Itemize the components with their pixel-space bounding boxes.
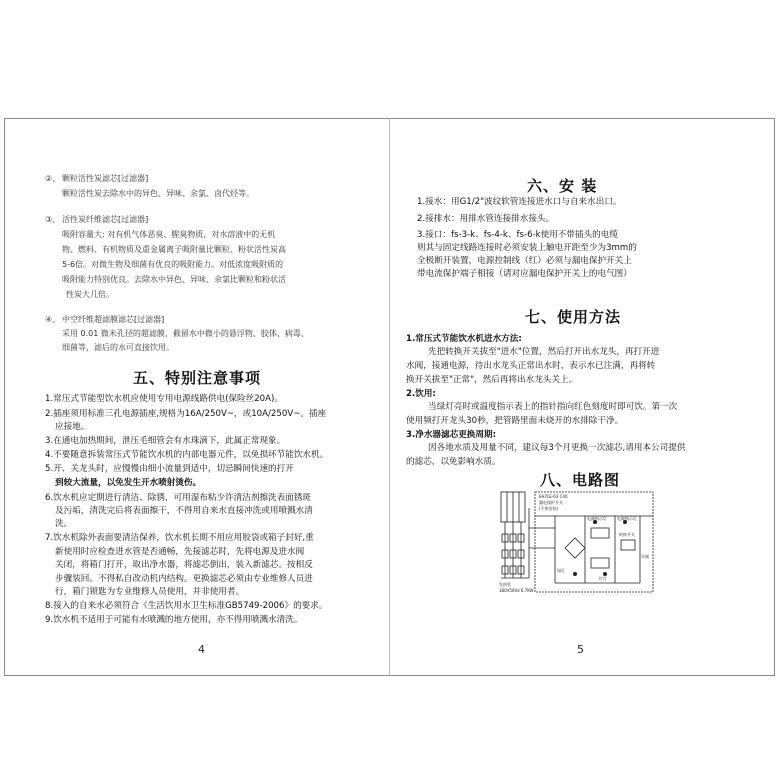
filter-4-line-1: 采用 0.01 微米孔径的超滤膜，截留水中微小的悬浮物、胶体、病毒、	[62, 329, 309, 338]
note-7-cont-3: 步骤装回。不得私自改动机内结构。更换滤芯必须由专业维修人员进	[55, 574, 313, 584]
note-9: 9.饮水机不适用于可能有水喷溅的地方使用，亦不得用喷溅水清洗。	[45, 615, 303, 625]
install-3-cont-1: 则其与固定线路连接时必须安装上触电开距至少为3mm的	[417, 243, 637, 253]
note-1: 1.常压式节能型饮水机应使用专用电源线路供电(保险丝20A)。	[45, 394, 283, 404]
section-5-title: 五、特别注意事项	[133, 369, 262, 387]
circuit-valve: 水阀	[641, 554, 649, 559]
note-2-cont: 应接地。	[55, 422, 90, 432]
filter-2-title: 颗粒活性炭滤芯[过滤器]	[62, 174, 149, 183]
usage-1-line-3: 换开关拔至"正常"，然后再将出水龙头关上。	[406, 375, 578, 385]
install-2: 2.接排水：用排水管连接排水接头。	[417, 214, 555, 224]
filter-2-line-1: 颗粒活性炭去除水中的异色、异味、余氯、卤代烃等。	[62, 189, 254, 198]
filter-3-line-3: 5-6倍。对微生物及细菌有优良的吸附能力。对低浓度吸附质的	[62, 260, 284, 269]
usage-2-line-1: 当绿灯亮时或温度指示表上的指针指向红色刻度时即可饮。第一次	[428, 402, 678, 412]
note-7: 7.饮水机除外表面要清洁保养，饮水机长期不用应用胶袋或箱子封好,重	[45, 533, 314, 543]
circuit-board-label: EH7LE-63 C40	[539, 494, 568, 499]
note-2: 2.插座须用标准三孔电源插座,规格为16A/250V~，或10A/250V~。插座	[45, 409, 327, 419]
circuit-led-3: 绿灯	[557, 568, 565, 573]
filter-3-num: ③、	[45, 215, 61, 224]
circuit-bottom-1: 发热管	[499, 582, 511, 587]
filter-3-line-4: 吸附能力特别优良。去除水中异色、异味、余氯比颗粒和粉状活	[62, 275, 286, 284]
install-3: 3.接口：fs-3-k、fs-4-k、fs-6-k使用不带插头的电缆	[417, 230, 618, 240]
note-5-cont: 到较大流量，以免发生开水喷射烫伤。	[55, 478, 202, 488]
install-3-cont-3: 带电流保护端子相接（请对应漏电保护开关上的电气图）	[417, 269, 632, 279]
filter-4-num: ④、	[45, 315, 61, 324]
circuit-led-4: 红灯	[599, 576, 607, 581]
usage-2: 2.饮用:	[406, 389, 436, 399]
filter-4-line-2: 细菌等，滤后的水可直接饮用。	[62, 343, 174, 352]
note-6-cont-1: 及污垢，清洗完后将表面擦干，不得用自来水直接冲洗或用喷溅水清	[55, 506, 313, 516]
circuit-bottom-2: 380V50Hz 6.7KW	[499, 588, 534, 593]
note-7-cont-4: 行，箱门锁匙为专业维修人员使用，并非使用者。	[55, 587, 245, 597]
usage-1: 1.常压式节能饮水机进水方法:	[406, 334, 522, 344]
usage-1-line-2: 水阀，接通电源，待出水龙头正常出水时，表示水已注满，再将转	[406, 361, 656, 371]
usage-1-line-1: 先把转换开关拔至"进水"位置，然后打开出水龙头，再打开进	[428, 347, 660, 357]
note-7-cont-1: 新使用时应检查进水管是否通畅，先接滤芯时，先将电源及进水阀	[55, 547, 305, 557]
note-6-cont-2: 洗。	[55, 519, 73, 529]
filter-3-line-2: 物、燃料、有机物质及重金属离子吸附量比颗粒、粉状活性炭高	[62, 245, 286, 254]
note-5: 5.开、关龙头时，应慢慢由细小流量到适中，切忌瞬间快速的打开	[45, 464, 294, 474]
filter-4-title: 中空纤维超滤膜滤芯[过滤器]	[62, 315, 165, 324]
circuit-board-note: (不带安装)	[539, 506, 559, 511]
note-6: 6.饮水机应定期进行清洁、除锈，可用湿布粘少许清洁剂擦洗表面锈斑	[45, 493, 312, 503]
circuit-led-1: 电源指示灯	[587, 516, 607, 521]
section-6-title: 六、安 装	[527, 177, 598, 195]
page-number-right: 5	[577, 643, 584, 656]
filter-2-num: ②、	[45, 174, 61, 183]
note-7-cont-2: 关闭，将箱门打开，取出净水器，将滤芯倒出，装入新滤芯。按相反	[55, 560, 313, 570]
section-8-title: 八、电路图	[540, 471, 621, 489]
circuit-board-sub: 漏电保护开关	[539, 500, 563, 505]
install-3-cont-2: 全极断开装置，电源控制线（红）必须与漏电保护开关上	[417, 256, 632, 266]
usage-3: 3.净水器滤芯更换周期:	[406, 430, 497, 440]
usage-2-line-2: 使用频打开龙头30秒，把管路里面未烧开的水排除干净。	[406, 416, 624, 426]
filter-3-line-1: 吸附容量大: 对有机气体恶臭、腥臭物质，对水溶液中的无机	[62, 230, 276, 239]
circuit-led-2: 电源指示灯	[617, 516, 637, 521]
booklet-spine	[389, 118, 390, 676]
circuit-switch: 转换开关	[619, 532, 635, 537]
note-3: 3.在通电加热期间，泄压毛细管会有水珠滴下，此属正常现象。	[45, 436, 286, 446]
note-8: 8.接入的自来水必须符合《生活饮用水卫生标准GB5749-2006》的要求。	[45, 601, 328, 611]
section-7-title: 七、使用方法	[525, 308, 622, 326]
filter-3-line-5: 性炭大几倍。	[66, 290, 114, 299]
note-4: 4.不要随意拆装常压式节能饮水机的内部电器元件，以免损坏节能饮水机。	[45, 450, 329, 460]
page-number-left: 4	[198, 643, 205, 656]
usage-3-line-1: 因各地水质及用量不同，建议每3个月更换一次滤芯,请用本公司提供	[428, 443, 686, 453]
install-1: 1.接水：用G1/2"波纹软管连接进水口与自来水出口。	[417, 197, 622, 207]
usage-3-line-2: 的滤芯，以免影响水质。	[406, 457, 501, 467]
filter-3-title: 活性炭纤维滤芯[过滤器]	[62, 215, 149, 224]
circuit-diagram	[495, 488, 657, 603]
